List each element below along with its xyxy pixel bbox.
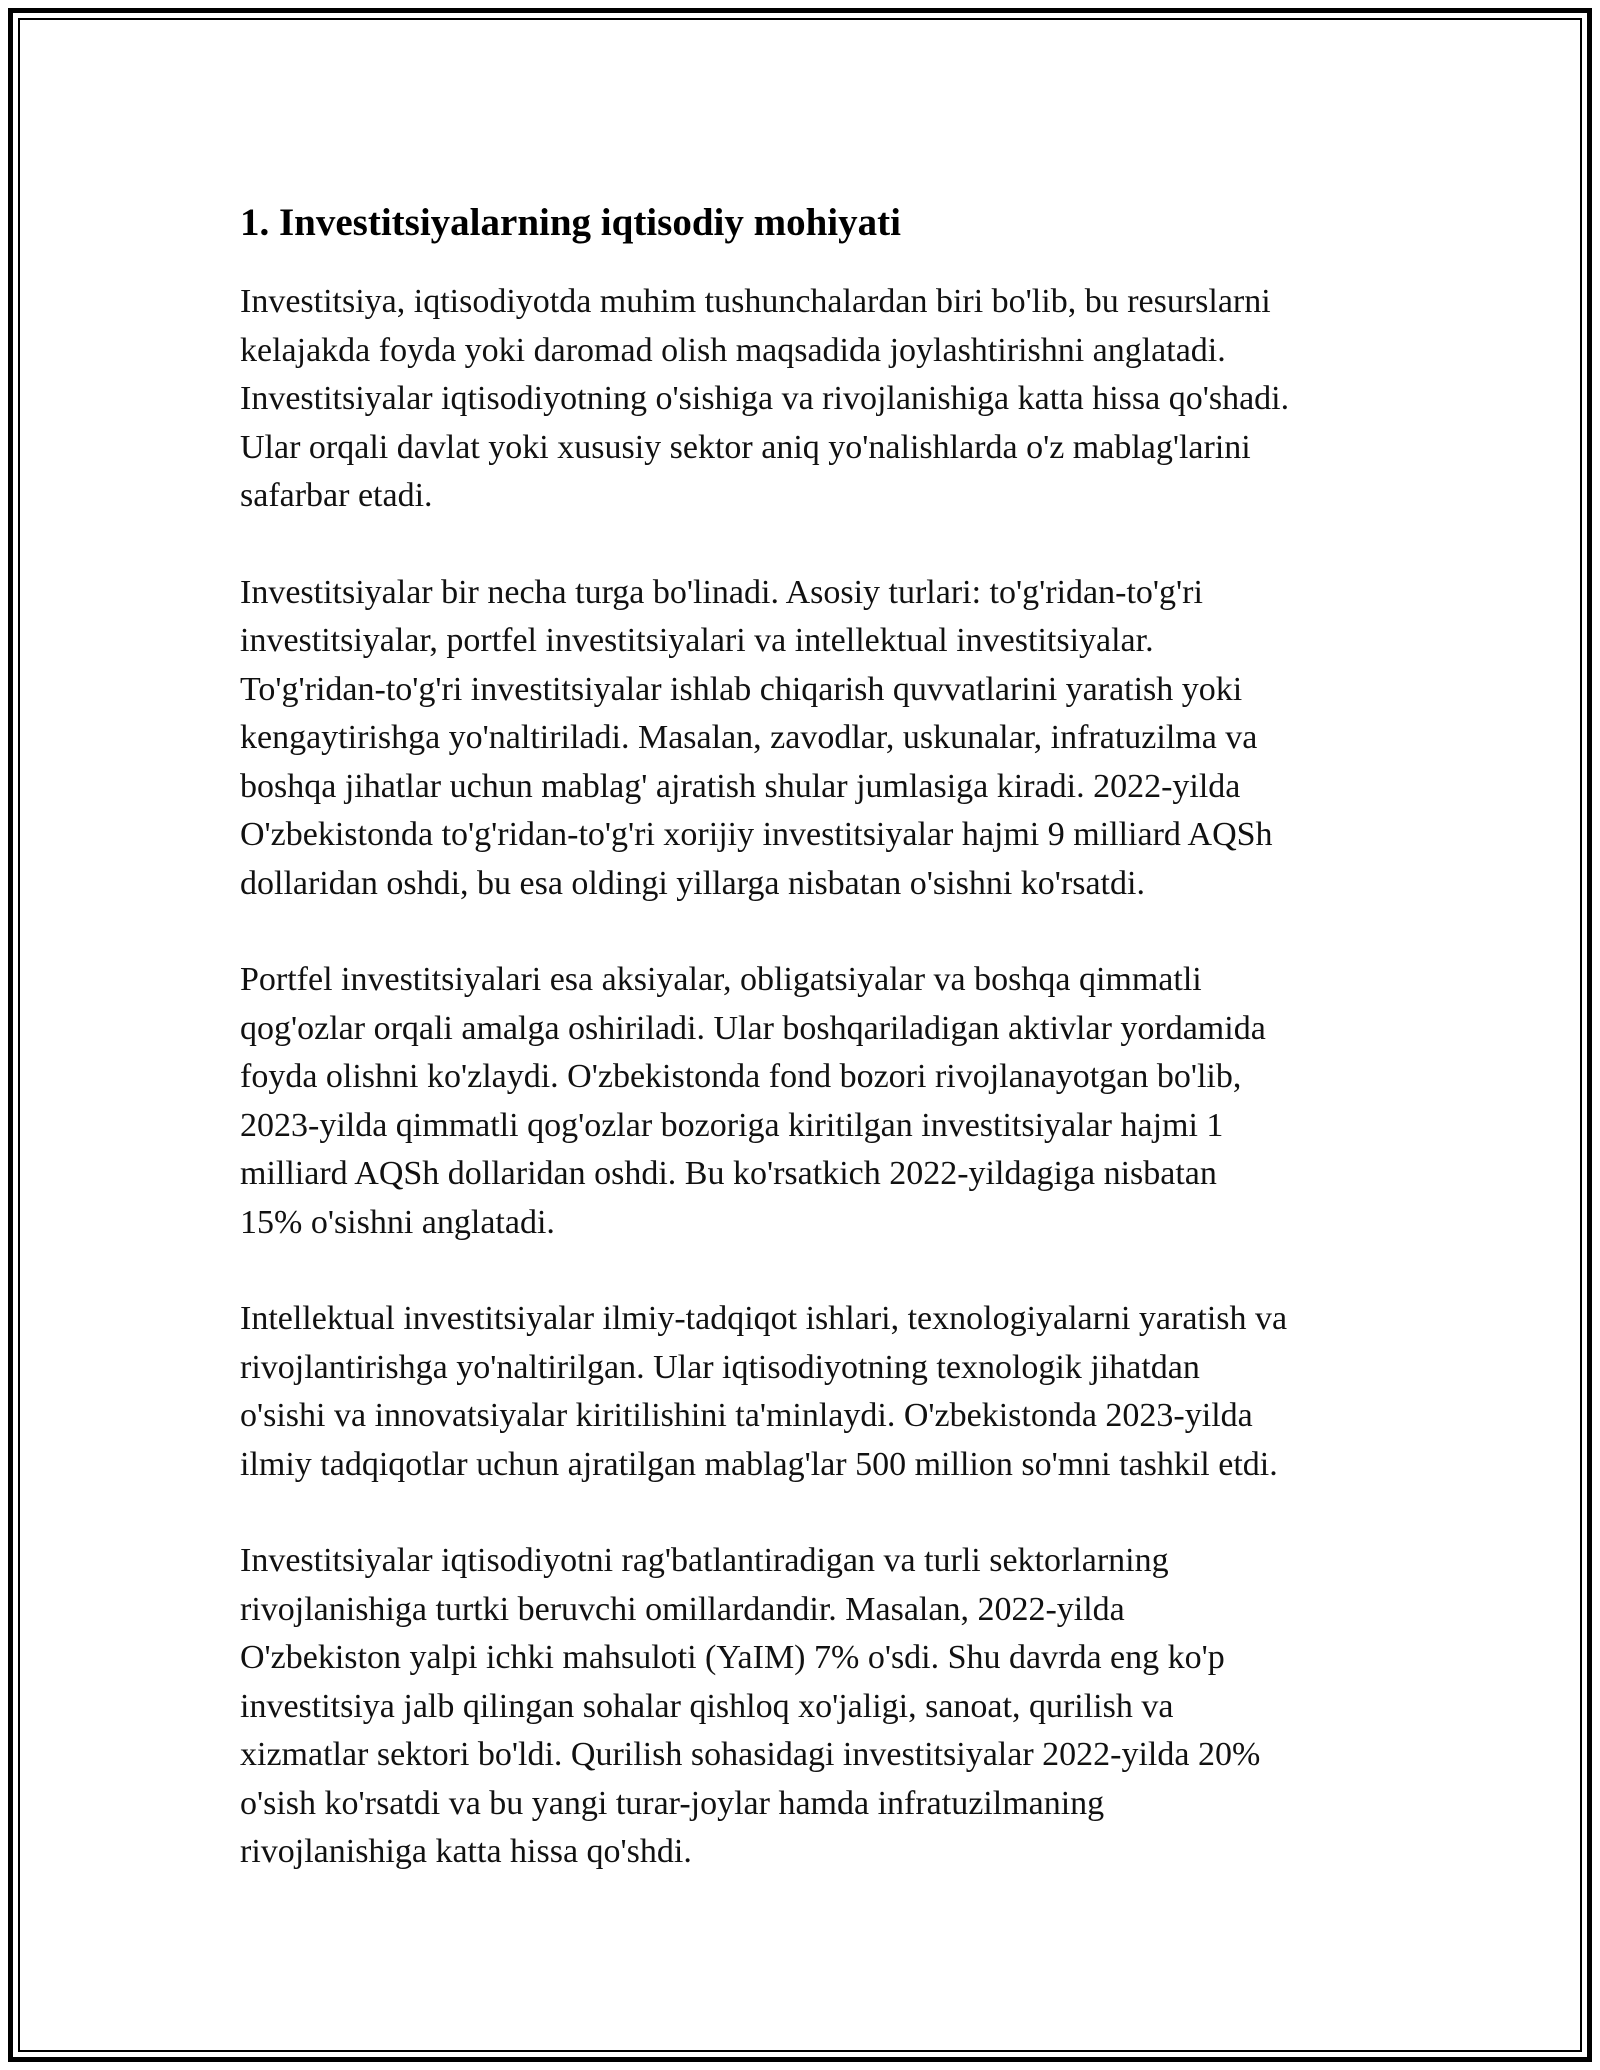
paragraph-intellectual: Intellektual investitsiyalar ilmiy-tadqiqot ishlari, texnologiyalarni yaratish va rivojlantirishga yo'naltirilgan. Ular iqtisodiyotning texnologik jihatdan o'sishi va innovatsiyalar kiritilishini ta'minlaydi. O'zbekistonda 2023-yilda ilmiy tadqiqotlar uchun ajratilgan mablag'lar 500 million so'mni tashkil etdi. — [240, 1300, 1288, 1483]
paragraph-types-direct: Investitsiyalar bir necha turga bo'linadi. Asosiy turlari: to'g'ridan-to'g'ri investitsiyalar, portfel investitsiyalari va intellektual investitsiyalar. To'g'ridan-to'g'ri investitsiyalar ishlab chiqarish quvvatlarini yaratish yoki kengaytirishga yo'naltiriladi. Masalan, zavodlar, uskunalar, infratuzilma va boshqa jihatlar uchun mablag' ajratish shular jumlasiga kiradi. 2022-yilda O'zbekistonda to'g'ridan-to'g'ri xorijiy investitsiyalar hajmi 9 milliard AQSh dollaridan oshdi, bu esa oldingi yillarga nisbatan o'sishni ko'rsatdi. — [240, 573, 1273, 902]
paragraph-definition: Investitsiya, iqtisodiyotda muhim tushunchalardan biri bo'lib, bu resurslarni kelajakda foyda yoki daromad olish maqsadida joylashtirishni anglatadi. Investitsiyalar iqtisodiyotning o'sishiga va rivojlanishiga katta hissa qo'shadi. Ular orqali davlat yoki xususiy sektor aniq yo'nalishlarda o'z mablag'larini safarbar etadi. — [240, 283, 1290, 514]
document-page-frame — [8, 8, 1592, 2062]
document-body — [240, 198, 1390, 1925]
section-heading: 1. Investitsiyalarning iqtisodiy mohiyati — [240, 201, 901, 244]
paragraph-portfolio: Portfel investitsiyalari esa aksiyalar, obligatsiyalar va boshqa qimmatli qog'ozlar orqali amalga oshiriladi. Ular boshqariladigan aktivlar yordamida foyda olishni ko'zlaydi. O'zbekistonda fond bozori rivojlanayotgan bo'lib, 2023-yilda qimmatli qog'ozlar bozoriga kiritilgan investitsiyalar hajmi 1 milliard AQSh dollaridan oshdi. Bu ko'rsatkich 2022-yildagiga nisbatan 15% o'sishni anglatadi. — [240, 961, 1266, 1241]
paragraph-economic-growth: Investitsiyalar iqtisodiyotni rag'batlantiradigan va turli sektorlarning rivojlanishiga turtki beruvchi omillardandir. Masalan, 2022-yilda O'zbekiston yalpi ichki mahsuloti (YaIM) 7% o'sdi. Shu davrda eng ko'p investitsiya jalb qilingan sohalar qishloq xo'jaligi, sanoat, qurilish va xizmatlar sektori bo'ldi. Qurilish sohasidagi investitsiyalar 2022-yilda 20% o'sish ko'rsatdi va bu yangi turar-joylar hamda infratuzilmaning rivojlanishiga katta hissa qo'shdi. — [240, 1542, 1261, 1870]
